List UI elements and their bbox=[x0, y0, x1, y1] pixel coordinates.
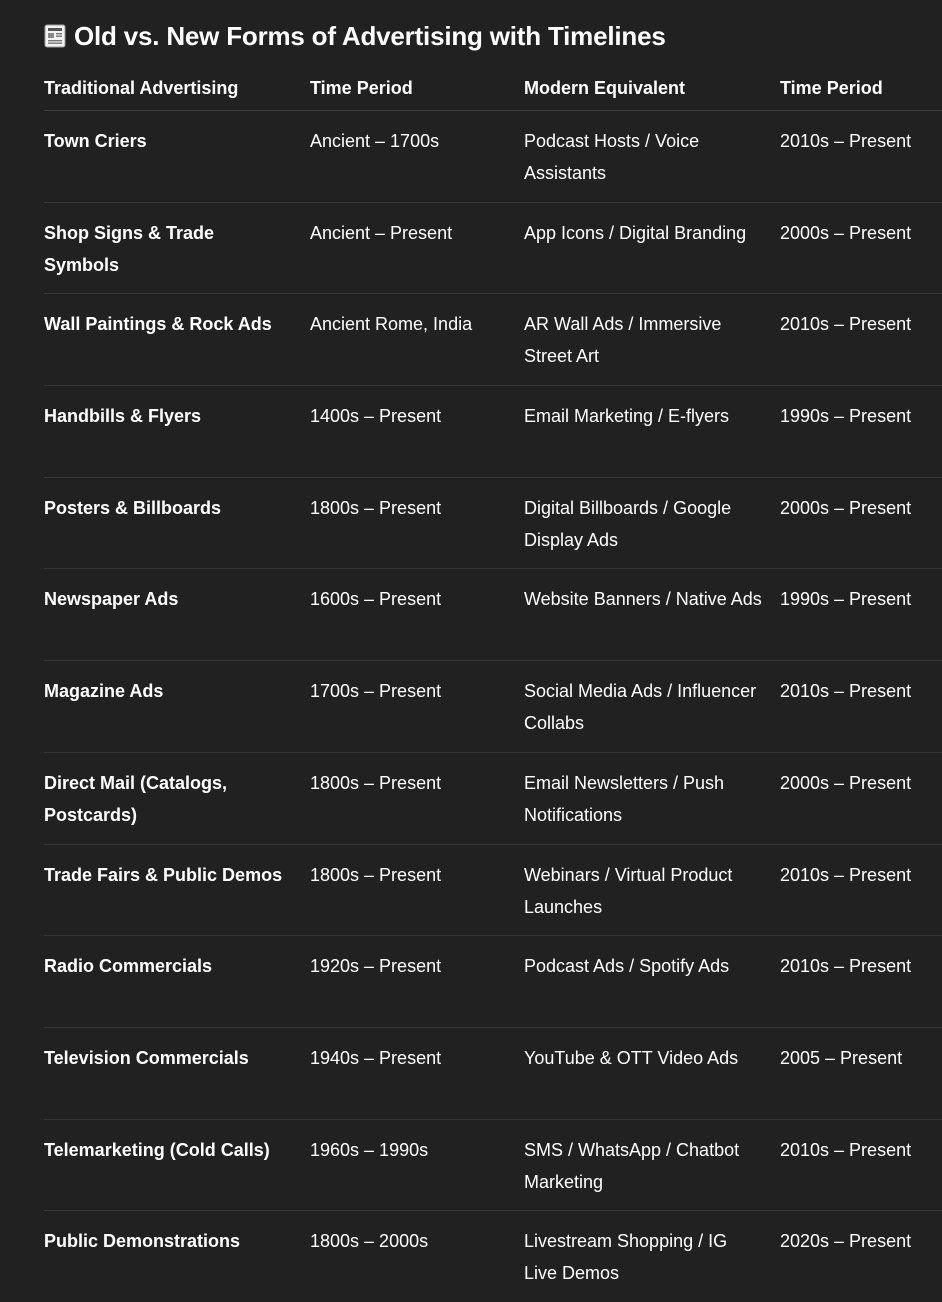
modern-cell: SMS / WhatsApp / Chatbot Marketing bbox=[524, 1119, 780, 1211]
table-row bbox=[44, 1119, 942, 1211]
traditional-period-cell: 1960s – 1990s bbox=[310, 1119, 524, 1211]
table-header-row bbox=[44, 66, 942, 111]
traditional-period-cell: Ancient – Present bbox=[310, 202, 524, 294]
traditional-cell: Wall Paintings & Rock Ads bbox=[44, 294, 310, 386]
traditional-cell: Television Commercials bbox=[44, 1027, 310, 1119]
modern-period-cell: 2000s – Present bbox=[780, 477, 942, 569]
modern-period-cell: 2010s – Present bbox=[780, 111, 942, 203]
header-modern-equivalent: Modern Equivalent bbox=[524, 66, 780, 111]
modern-cell: YouTube & OTT Video Ads bbox=[524, 1027, 780, 1119]
table-row bbox=[44, 936, 942, 1028]
traditional-cell: Direct Mail (Catalogs, Postcards) bbox=[44, 752, 310, 844]
modern-period-cell: 2000s – Present bbox=[780, 752, 942, 844]
modern-cell: Digital Billboards / Google Display Ads bbox=[524, 477, 780, 569]
traditional-period-cell: 1800s – Present bbox=[310, 477, 524, 569]
newspaper-icon bbox=[44, 24, 66, 48]
modern-cell: Livestream Shopping / IG Live Demos bbox=[524, 1231, 728, 1284]
modern-period-cell: 2000s – Present bbox=[780, 202, 942, 294]
traditional-period-cell: 1920s – Present bbox=[310, 936, 524, 1028]
traditional-period-cell: 1800s – Present bbox=[310, 844, 524, 936]
table-row bbox=[44, 569, 942, 661]
modern-cell: Podcast Hosts / Voice Assistants bbox=[524, 111, 780, 203]
traditional-period-cell: Ancient Rome, India bbox=[310, 294, 524, 386]
traditional-cell: Public Demonstrations bbox=[44, 1231, 241, 1252]
modern-cell: Social Media Ads / Influencer Collabs bbox=[524, 661, 780, 753]
table-row bbox=[44, 844, 942, 936]
table-row bbox=[44, 202, 942, 294]
table-row bbox=[44, 477, 942, 569]
traditional-cell: Magazine Ads bbox=[44, 661, 310, 753]
traditional-period-cell: 1600s – Present bbox=[310, 569, 524, 661]
page-title: Old vs. New Forms of Advertising with Timelines bbox=[74, 20, 666, 51]
traditional-period-cell: Ancient – 1700s bbox=[310, 111, 524, 203]
table-row bbox=[44, 386, 942, 478]
traditional-cell: Posters & Billboards bbox=[44, 477, 310, 569]
traditional-period-cell: 1800s – Present bbox=[310, 752, 524, 844]
modern-cell: Email Marketing / E-flyers bbox=[524, 386, 780, 478]
advertising-table bbox=[44, 66, 942, 1302]
modern-period-cell: 1990s – Present bbox=[780, 386, 942, 478]
modern-period-cell: 2010s – Present bbox=[780, 844, 942, 936]
modern-period-cell: 2020s – Present bbox=[780, 1231, 912, 1252]
modern-cell: Webinars / Virtual Product Launches bbox=[524, 844, 780, 936]
table-row bbox=[44, 294, 942, 386]
header-traditional-advertising: Traditional Advertising bbox=[44, 66, 310, 111]
modern-period-cell: 2010s – Present bbox=[780, 294, 942, 386]
traditional-period-cell: 1940s – Present bbox=[310, 1027, 524, 1119]
traditional-cell: Town Criers bbox=[44, 111, 310, 203]
table-row bbox=[44, 111, 942, 203]
modern-cell: Website Banners / Native Ads bbox=[524, 569, 780, 661]
modern-period-cell: 2005 – Present bbox=[780, 1027, 942, 1119]
traditional-period-cell: 1400s – Present bbox=[310, 386, 524, 478]
traditional-period-cell: 1800s – 2000s bbox=[310, 1231, 429, 1252]
table-row bbox=[44, 661, 942, 753]
modern-period-cell: 2010s – Present bbox=[780, 936, 942, 1028]
table-row bbox=[44, 1027, 942, 1119]
modern-cell: App Icons / Digital Branding bbox=[524, 202, 780, 294]
modern-period-cell: 2010s – Present bbox=[780, 661, 942, 753]
traditional-cell: Radio Commercials bbox=[44, 936, 310, 1028]
modern-period-cell: 2010s – Present bbox=[780, 1119, 942, 1211]
title-row bbox=[44, 18, 666, 54]
table-row bbox=[44, 1211, 942, 1302]
header-time-period: Time Period bbox=[310, 66, 524, 111]
traditional-cell: Telemarketing (Cold Calls) bbox=[44, 1119, 310, 1211]
traditional-cell: Newspaper Ads bbox=[44, 569, 310, 661]
modern-cell: AR Wall Ads / Immersive Street Art bbox=[524, 294, 780, 386]
modern-period-cell: 1990s – Present bbox=[780, 569, 942, 661]
traditional-cell: Handbills & Flyers bbox=[44, 386, 310, 478]
header-modern-time-period: Time Period bbox=[780, 66, 942, 111]
modern-cell: Podcast Ads / Spotify Ads bbox=[524, 936, 780, 1028]
modern-cell: Email Newsletters / Push Notifications bbox=[524, 752, 780, 844]
traditional-period-cell: 1700s – Present bbox=[310, 661, 524, 753]
table-row bbox=[44, 752, 942, 844]
traditional-cell: Shop Signs & Trade Symbols bbox=[44, 202, 310, 294]
traditional-cell: Trade Fairs & Public Demos bbox=[44, 844, 310, 936]
